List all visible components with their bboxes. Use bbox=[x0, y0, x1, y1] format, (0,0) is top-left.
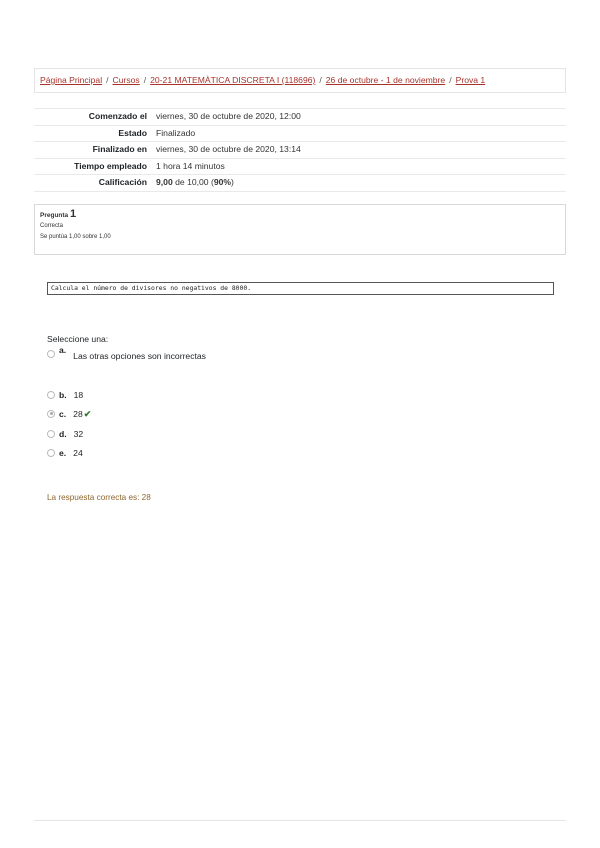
option-letter: a. bbox=[59, 345, 67, 355]
breadcrumb-separator: / bbox=[319, 75, 322, 85]
breadcrumb-courses-link[interactable]: Cursos bbox=[112, 75, 140, 85]
option-a[interactable] bbox=[47, 345, 206, 361]
breadcrumb-separator: / bbox=[106, 75, 109, 85]
grade-mid: de 10,00 ( bbox=[172, 177, 214, 187]
time-label: Tiempo empleado bbox=[74, 160, 147, 171]
footer-divider bbox=[34, 820, 566, 821]
option-text: 18 bbox=[73, 390, 84, 400]
state-value: Finalizado bbox=[156, 127, 196, 138]
attempt-summary bbox=[34, 108, 566, 192]
summary-table bbox=[34, 108, 566, 192]
breadcrumb-section-link[interactable]: 26 de octubre - 1 de noviembre bbox=[325, 75, 446, 85]
radio-button[interactable] bbox=[47, 430, 55, 438]
question-info bbox=[34, 204, 566, 255]
grade-end: ) bbox=[231, 177, 234, 187]
option-letter: c. bbox=[59, 409, 67, 419]
state-label: Estado bbox=[118, 127, 147, 138]
finished-label: Finalizado en bbox=[92, 144, 147, 154]
question-prefix: Pregunta bbox=[40, 212, 69, 219]
radio-button[interactable] bbox=[47, 350, 55, 358]
summary-row-started bbox=[34, 109, 566, 126]
option-d[interactable] bbox=[47, 429, 83, 439]
question-text: Calcula el número de divisores no negativos de 8000. bbox=[47, 282, 554, 295]
breadcrumb-separator: / bbox=[143, 75, 147, 85]
summary-row-state bbox=[34, 125, 566, 142]
option-text: Las otras opciones son incorrectas bbox=[73, 351, 206, 361]
option-letter: d. bbox=[59, 429, 67, 439]
option-text: 28 bbox=[73, 409, 83, 419]
radio-button[interactable] bbox=[47, 391, 55, 399]
radio-button-selected[interactable] bbox=[47, 410, 55, 418]
summary-row-time bbox=[34, 158, 566, 175]
grade-score: 9,00 bbox=[156, 177, 173, 187]
question-number bbox=[40, 209, 560, 221]
breadcrumb-separator: / bbox=[449, 75, 452, 85]
radio-button[interactable] bbox=[47, 449, 55, 457]
question-state: Correcta bbox=[40, 223, 64, 229]
option-text: 32 bbox=[73, 429, 84, 439]
grade-value bbox=[153, 175, 566, 192]
finished-value: viernes, 30 de octubre de 2020, 13:14 bbox=[156, 144, 301, 154]
started-label: Comenzado el bbox=[88, 111, 147, 121]
correct-answer-feedback: La respuesta correcta es: 28 bbox=[47, 493, 151, 502]
grade-percent: 90% bbox=[213, 177, 232, 187]
breadcrumb bbox=[34, 68, 566, 93]
option-letter: e. bbox=[59, 448, 67, 458]
summary-row-finished bbox=[34, 142, 566, 159]
question-number-value: 1 bbox=[69, 208, 77, 220]
breadcrumb-home-link[interactable]: Página Principal bbox=[40, 75, 103, 85]
question-mark: Se puntúa 1,00 sobre 1,00 bbox=[40, 234, 111, 240]
option-text: 24 bbox=[73, 448, 83, 458]
option-b[interactable] bbox=[47, 390, 83, 400]
started-value: viernes, 30 de octubre de 2020, 12:00 bbox=[156, 111, 301, 121]
answer-prompt: Seleccione una: bbox=[47, 334, 109, 344]
option-e[interactable] bbox=[47, 448, 83, 458]
option-c[interactable] bbox=[47, 409, 91, 420]
grade-label: Calificación bbox=[98, 177, 147, 187]
correct-check-icon: ✔ bbox=[83, 409, 92, 419]
option-letter: b. bbox=[59, 390, 67, 400]
breadcrumb-course-link[interactable]: 20-21 MATEMÀTICA DISCRETA I (118696) bbox=[150, 75, 316, 85]
summary-row-grade bbox=[34, 175, 566, 192]
breadcrumb-quiz-link[interactable]: Prova 1 bbox=[455, 75, 486, 85]
time-value: 1 hora 14 minutos bbox=[156, 160, 225, 171]
